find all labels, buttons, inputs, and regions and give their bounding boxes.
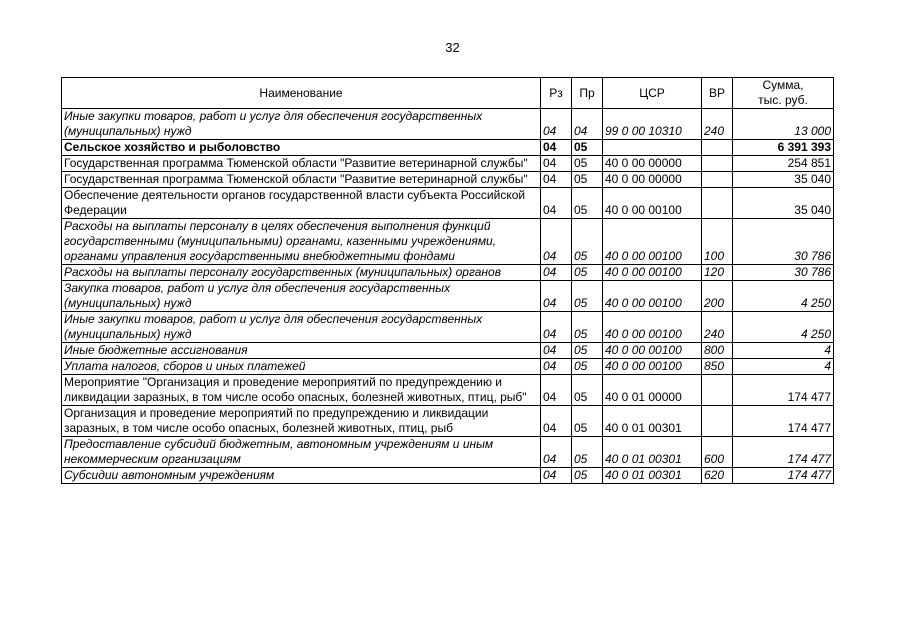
cell-name: Иные закупки товаров, работ и услуг для обеспечения государственных (муниципальных) нужд (62, 109, 541, 140)
cell-sum: 4 250 (733, 281, 834, 312)
cell-pr: 05 (572, 343, 603, 359)
cell-pr: 05 (572, 468, 603, 484)
cell-pr: 05 (572, 437, 603, 468)
cell-csr: 40 0 01 00301 (603, 468, 702, 484)
cell-pr: 05 (572, 265, 603, 281)
table-row (62, 437, 834, 468)
cell-csr: 40 0 01 00301 (603, 406, 702, 437)
cell-csr: 40 0 00 00100 (603, 219, 702, 265)
table-row (62, 281, 834, 312)
table-row (62, 312, 834, 343)
cell-sum: 4 (733, 343, 834, 359)
cell-csr: 40 0 00 00100 (603, 359, 702, 375)
cell-vr: 600 (702, 437, 733, 468)
cell-pr: 05 (572, 375, 603, 406)
cell-sum: 174 477 (733, 375, 834, 406)
table-row (62, 265, 834, 281)
cell-sum: 4 (733, 359, 834, 375)
cell-rz: 04 (541, 265, 572, 281)
cell-sum: 174 477 (733, 406, 834, 437)
table-row (62, 375, 834, 406)
cell-pr: 04 (572, 109, 603, 140)
cell-csr: 99 0 00 10310 (603, 109, 702, 140)
cell-rz: 04 (541, 172, 572, 188)
cell-sum: 6 391 393 (733, 140, 834, 156)
cell-name: Иные закупки товаров, работ и услуг для обеспечения государственных (муниципальных) нужд (62, 312, 541, 343)
cell-csr: 40 0 00 00100 (603, 312, 702, 343)
cell-name: Субсидии автономным учреждениям (62, 468, 541, 484)
cell-csr: 40 0 00 00100 (603, 265, 702, 281)
cell-name: Расходы на выплаты персоналу государственных (муниципальных) органов (62, 265, 541, 281)
cell-rz: 04 (541, 406, 572, 437)
cell-rz: 04 (541, 219, 572, 265)
table-row (62, 468, 834, 484)
cell-rz: 04 (541, 343, 572, 359)
table-row (62, 172, 834, 188)
cell-rz: 04 (541, 140, 572, 156)
cell-vr (702, 406, 733, 437)
cell-sum: 35 040 (733, 188, 834, 219)
cell-vr (702, 188, 733, 219)
cell-sum: 174 477 (733, 468, 834, 484)
cell-pr: 05 (572, 359, 603, 375)
cell-vr: 100 (702, 219, 733, 265)
cell-csr: 40 0 00 00100 (603, 343, 702, 359)
cell-rz: 04 (541, 188, 572, 219)
cell-name: Организация и проведение мероприятий по предупреждению и ликвидации заразных, в том числе особо опасных, болезней животных, птиц, рыб (62, 406, 541, 437)
cell-vr: 800 (702, 343, 733, 359)
cell-sum: 30 786 (733, 219, 834, 265)
table-row (62, 109, 834, 140)
cell-vr: 240 (702, 109, 733, 140)
page-number: 32 (445, 40, 460, 55)
cell-csr: 40 0 00 00100 (603, 188, 702, 219)
cell-csr: 40 0 01 00000 (603, 375, 702, 406)
header-sum (733, 78, 834, 109)
cell-name: Мероприятие "Организация и проведение мероприятий по предупреждению и ликвидации заразных, в том числе особо опасных, болезней животных, птиц, рыб" (62, 375, 541, 406)
cell-vr: 200 (702, 281, 733, 312)
cell-rz: 04 (541, 437, 572, 468)
cell-pr: 05 (572, 219, 603, 265)
cell-csr: 40 0 01 00301 (603, 437, 702, 468)
header-name: Наименование (62, 78, 541, 109)
cell-rz: 04 (541, 359, 572, 375)
cell-vr: 120 (702, 265, 733, 281)
table-row (62, 343, 834, 359)
cell-sum: 174 477 (733, 437, 834, 468)
table-row (62, 359, 834, 375)
cell-pr: 05 (572, 188, 603, 219)
cell-rz: 04 (541, 375, 572, 406)
header-pr: Пр (572, 78, 603, 109)
cell-pr: 05 (572, 312, 603, 343)
cell-sum: 35 040 (733, 172, 834, 188)
table-row (62, 188, 834, 219)
cell-name: Обеспечение деятельности органов государственной власти субъекта Российской Федерации (62, 188, 541, 219)
cell-rz: 04 (541, 312, 572, 343)
header-rz: Рз (541, 78, 572, 109)
cell-vr (702, 375, 733, 406)
cell-vr (702, 172, 733, 188)
cell-pr: 05 (572, 140, 603, 156)
cell-sum: 4 250 (733, 312, 834, 343)
cell-sum: 13 000 (733, 109, 834, 140)
table-row (62, 156, 834, 172)
table-header-row (62, 78, 834, 109)
cell-pr: 05 (572, 172, 603, 188)
cell-sum: 30 786 (733, 265, 834, 281)
cell-vr: 240 (702, 312, 733, 343)
cell-name: Сельское хозяйство и рыболовство (62, 140, 541, 156)
budget-table (61, 77, 834, 484)
header-csr: ЦСР (603, 78, 702, 109)
table-row (62, 406, 834, 437)
header-vr: ВР (702, 78, 733, 109)
cell-pr: 05 (572, 281, 603, 312)
cell-name: Государственная программа Тюменской области "Развитие ветеринарной службы" (62, 156, 541, 172)
cell-csr: 40 0 00 00100 (603, 281, 702, 312)
cell-vr: 620 (702, 468, 733, 484)
cell-vr (702, 140, 733, 156)
cell-rz: 04 (541, 156, 572, 172)
cell-name: Государственная программа Тюменской области "Развитие ветеринарной службы" (62, 172, 541, 188)
cell-rz: 04 (541, 468, 572, 484)
cell-name: Расходы на выплаты персоналу в целях обеспечения выполнения функций государственными (муниципальными) органами, казенными учреждениями, органами управления государственными внебюджетными фондами (62, 219, 541, 265)
cell-csr (603, 140, 702, 156)
cell-vr (702, 156, 733, 172)
cell-csr: 40 0 00 00000 (603, 156, 702, 172)
cell-rz: 04 (541, 281, 572, 312)
cell-name: Иные бюджетные ассигнования (62, 343, 541, 359)
table-row (62, 140, 834, 156)
cell-name: Предоставление субсидий бюджетным, автономным учреждениям и иным некоммерческим организациям (62, 437, 541, 468)
header-sum-line1: Сумма, (762, 78, 804, 92)
cell-csr: 40 0 00 00000 (603, 172, 702, 188)
header-sum-line2: тыс. руб. (758, 93, 808, 107)
table-row (62, 219, 834, 265)
cell-sum: 254 851 (733, 156, 834, 172)
cell-pr: 05 (572, 156, 603, 172)
cell-vr: 850 (702, 359, 733, 375)
cell-name: Закупка товаров, работ и услуг для обеспечения государственных (муниципальных) нужд (62, 281, 541, 312)
cell-rz: 04 (541, 109, 572, 140)
cell-pr: 05 (572, 406, 603, 437)
cell-name: Уплата налогов, сборов и иных платежей (62, 359, 541, 375)
